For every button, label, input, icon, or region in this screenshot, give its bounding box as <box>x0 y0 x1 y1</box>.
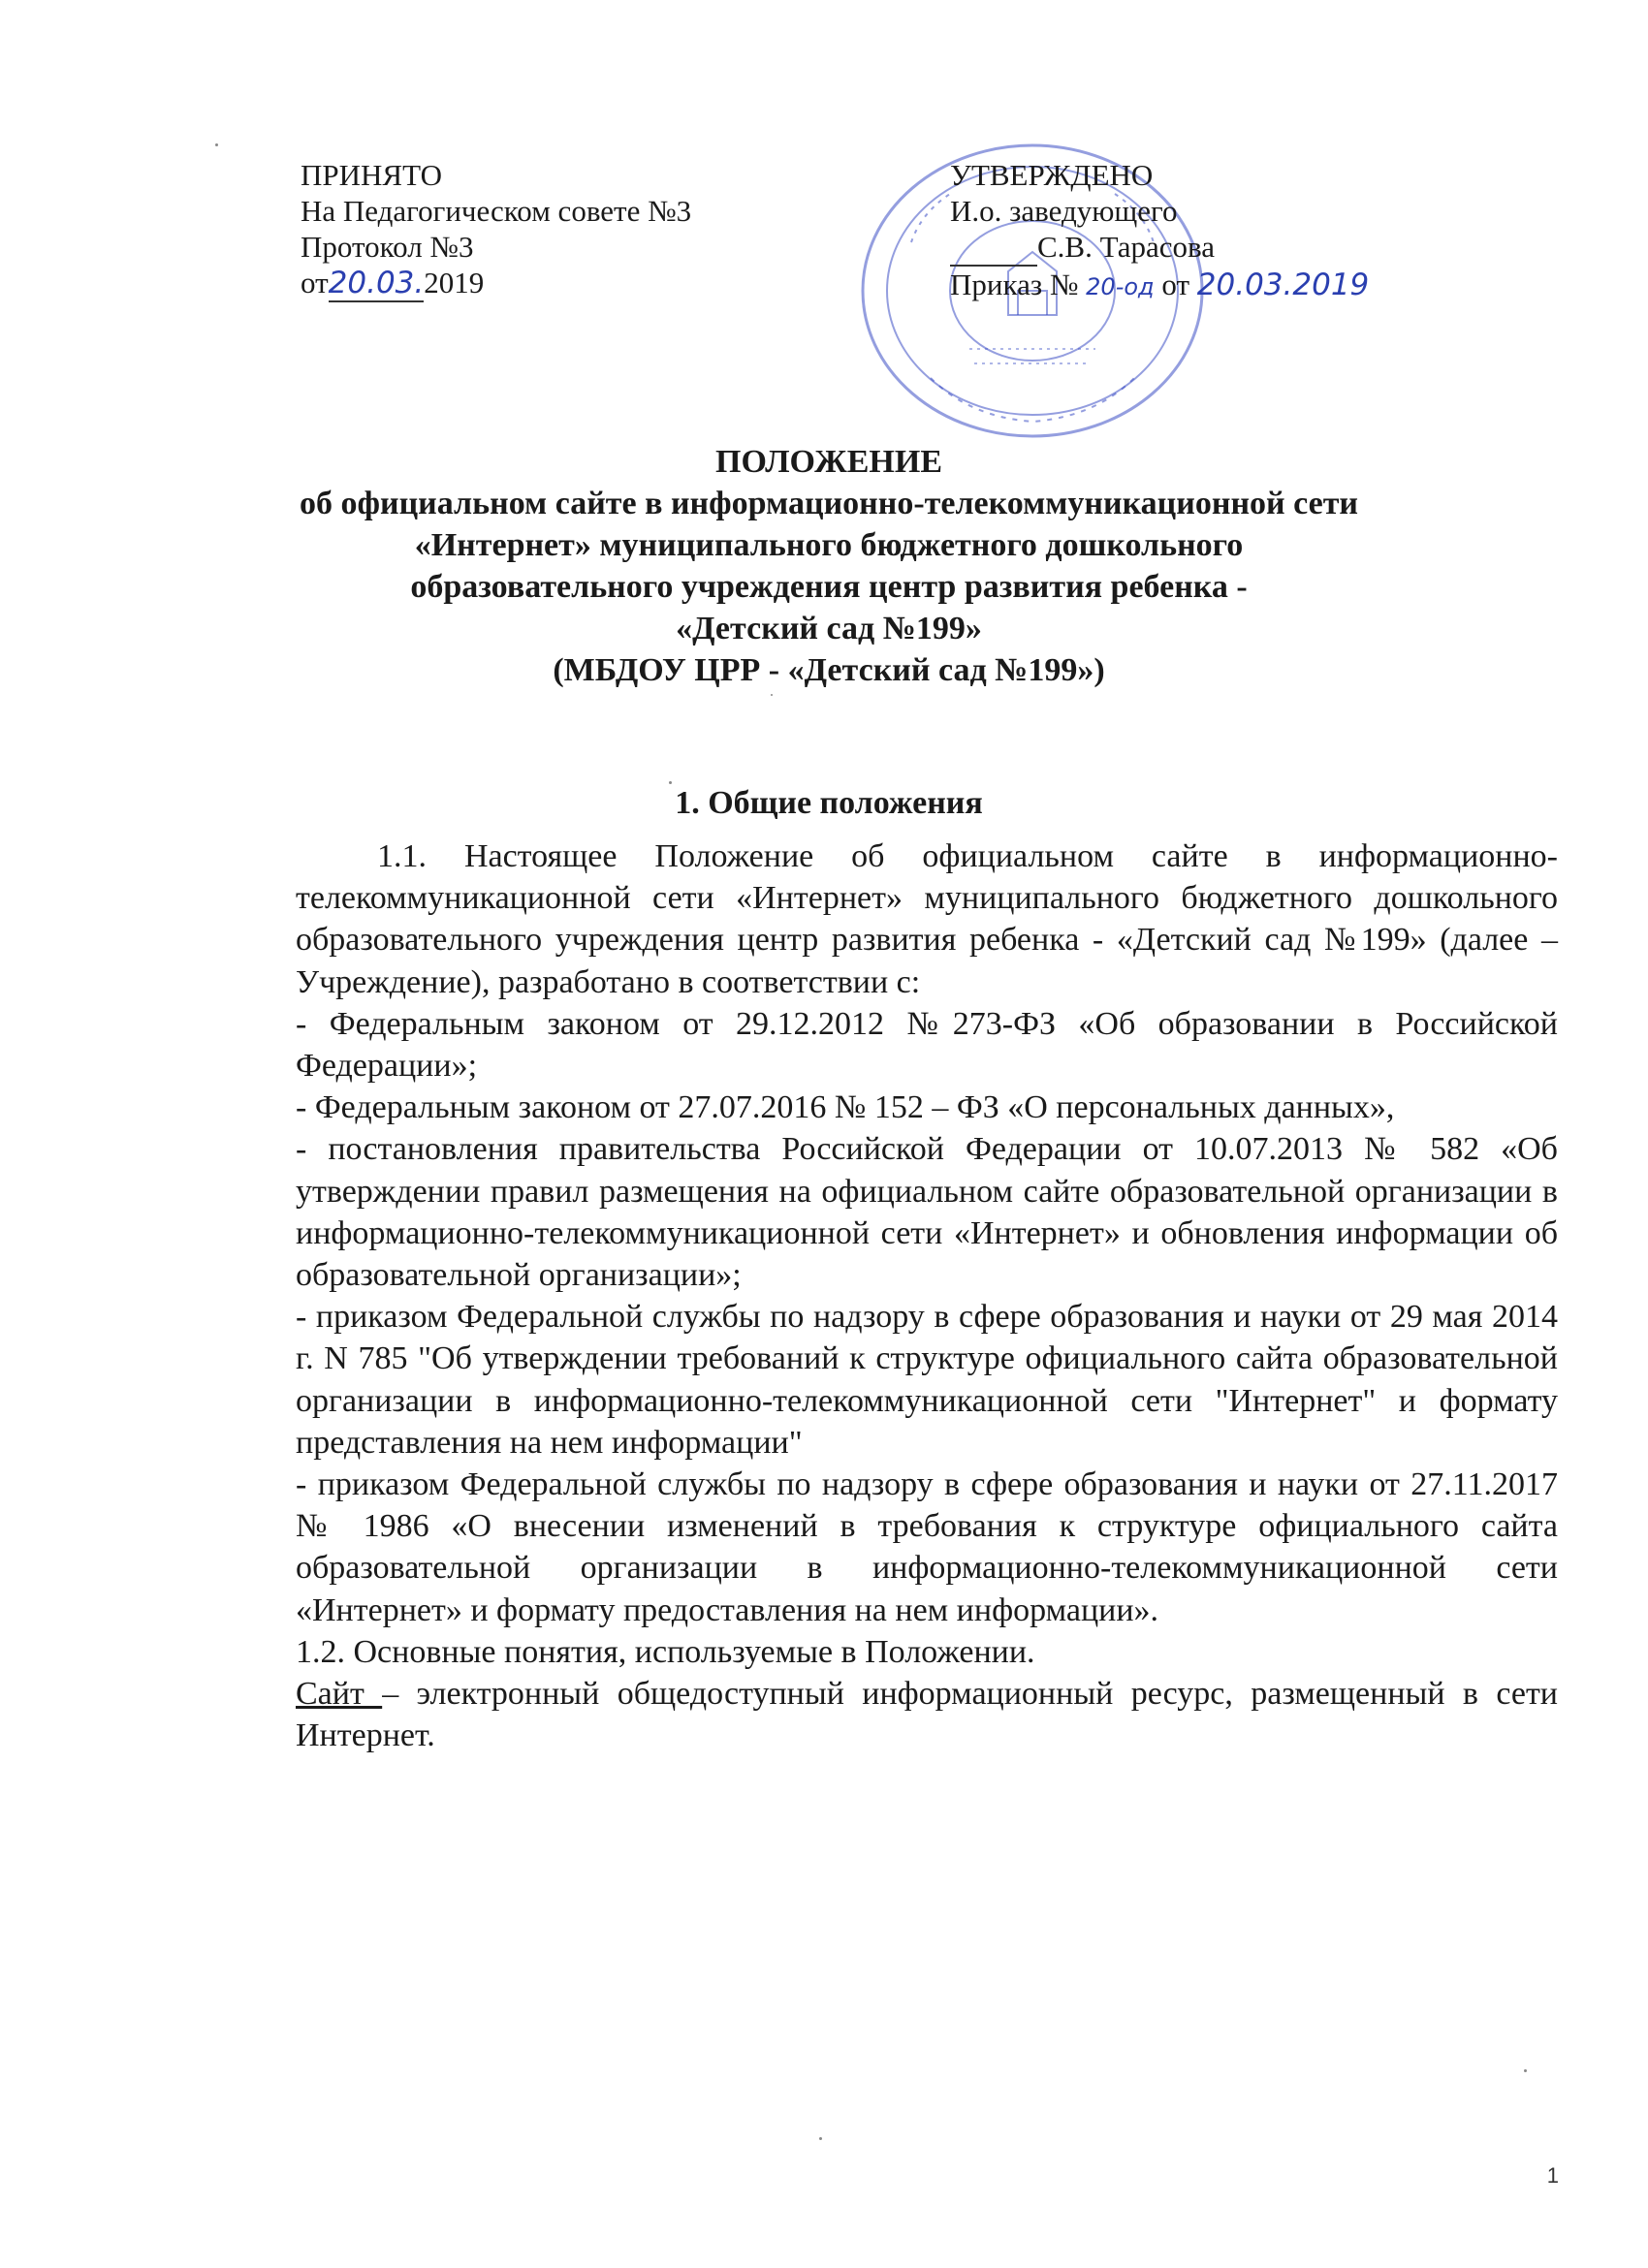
title-line-5: «Детский сад №199» <box>676 611 982 646</box>
list-item-law-152: - Федеральным законом от 27.07.2016 № 152 – ФЗ «О персональных данных», <box>296 1089 1395 1126</box>
section-heading: 1. Общие положения <box>675 785 983 821</box>
page-number: 1 <box>1546 2163 1559 2188</box>
order-line <box>950 267 1369 305</box>
date-line <box>301 265 691 301</box>
order-mid: от <box>1161 268 1190 301</box>
definition-site <box>296 1673 1558 1756</box>
signature-blank <box>950 229 1037 267</box>
definition-text: – электронный общедоступный информационный ресурс, размещенный в сети Интернет. <box>296 1676 1558 1754</box>
approval-block-left <box>301 157 691 301</box>
scan-speck <box>669 781 672 784</box>
protocol-line: Протокол №3 <box>301 230 474 264</box>
list-item-decree-582: - постановления правительства Российской Федерации от 10.07.2013 № 582 «Об утверждении правил размещения на официальном сайте образовательной организации в информационно-телекоммуникационной сети «Интернет» и обновления информации об образовательной организации»; <box>296 1131 1558 1294</box>
list-item-law-273: - Федеральным законом от 29.12.2012 №273-ФЗ «Об образовании в Российской Федерации»; <box>296 1005 1558 1085</box>
scan-speck <box>1524 2069 1527 2072</box>
paragraph-1-2: 1.2. Основные понятия, используемые в Положении. <box>296 1633 1035 1670</box>
title-line-4: образовательного учреждения центр развития ребенка - <box>410 569 1248 605</box>
scan-speck <box>819 2137 822 2140</box>
handwritten-order-date: 20.03.2019 <box>1196 268 1370 302</box>
scan-speck <box>215 143 218 146</box>
position-line: И.о. заведующего <box>950 194 1178 228</box>
accepted-label: ПРИНЯТО <box>301 158 442 192</box>
handwritten-date: 20.03. <box>328 266 425 300</box>
document-title <box>194 441 1464 691</box>
list-item-order-785: - приказом Федеральной службы по надзору в сфере образования и науки от 29 мая 2014 г. N 785 "Об утверждении требований к структуре официального сайта образовательной организации в информационно-телекоммуникационной сети "Интернет" и формату представления на нем информации" <box>296 1299 1558 1461</box>
title-line-2: об официальном сайте в информационно-телекоммуникационной сети <box>299 486 1359 521</box>
title-line-6: (МБДОУ ЦРР - «Детский сад №199») <box>553 652 1105 688</box>
date-prefix: от <box>301 266 329 299</box>
title-line-3: «Интернет» муниципального бюджетного дошкольного <box>414 527 1244 563</box>
council-line: На Педагогическом совете №3 <box>301 194 692 228</box>
section-body <box>296 835 1558 1756</box>
list-item-order-1986: - приказом Федеральной службы по надзору в сфере образования и науки от 27.11.2017 № 1986 «О внесении изменений в требования к структуре официального сайта образовательной организации в информационно-телекоммуникационной сети «Интернет» и формату предоставления на нем информации». <box>296 1466 1558 1628</box>
definition-term: Сайт <box>296 1676 383 1713</box>
approval-block-right <box>950 157 1369 305</box>
signatory-name: С.В. Тарасова <box>1037 230 1216 264</box>
approved-label: УТВЕРЖДЕНО <box>950 158 1154 192</box>
handwritten-order-number: 20-од <box>1086 273 1155 300</box>
scan-speck <box>771 694 773 696</box>
order-prefix: Приказ № <box>950 268 1079 301</box>
signatory-line <box>950 229 1369 267</box>
title-line-1: ПОЛОЖЕНИЕ <box>715 444 942 480</box>
paragraph-1-1: 1.1. Настоящее Положение об официальном сайте в информационно-телекоммуникационной сети «Интернет» муниципального бюджетного дошкольного образовательного учреждения центр развития ребенка - «Детский сад №199» (далее – Учреждение), разработано в соответствии с: <box>296 838 1558 1000</box>
date-year: 2019 <box>424 266 485 299</box>
